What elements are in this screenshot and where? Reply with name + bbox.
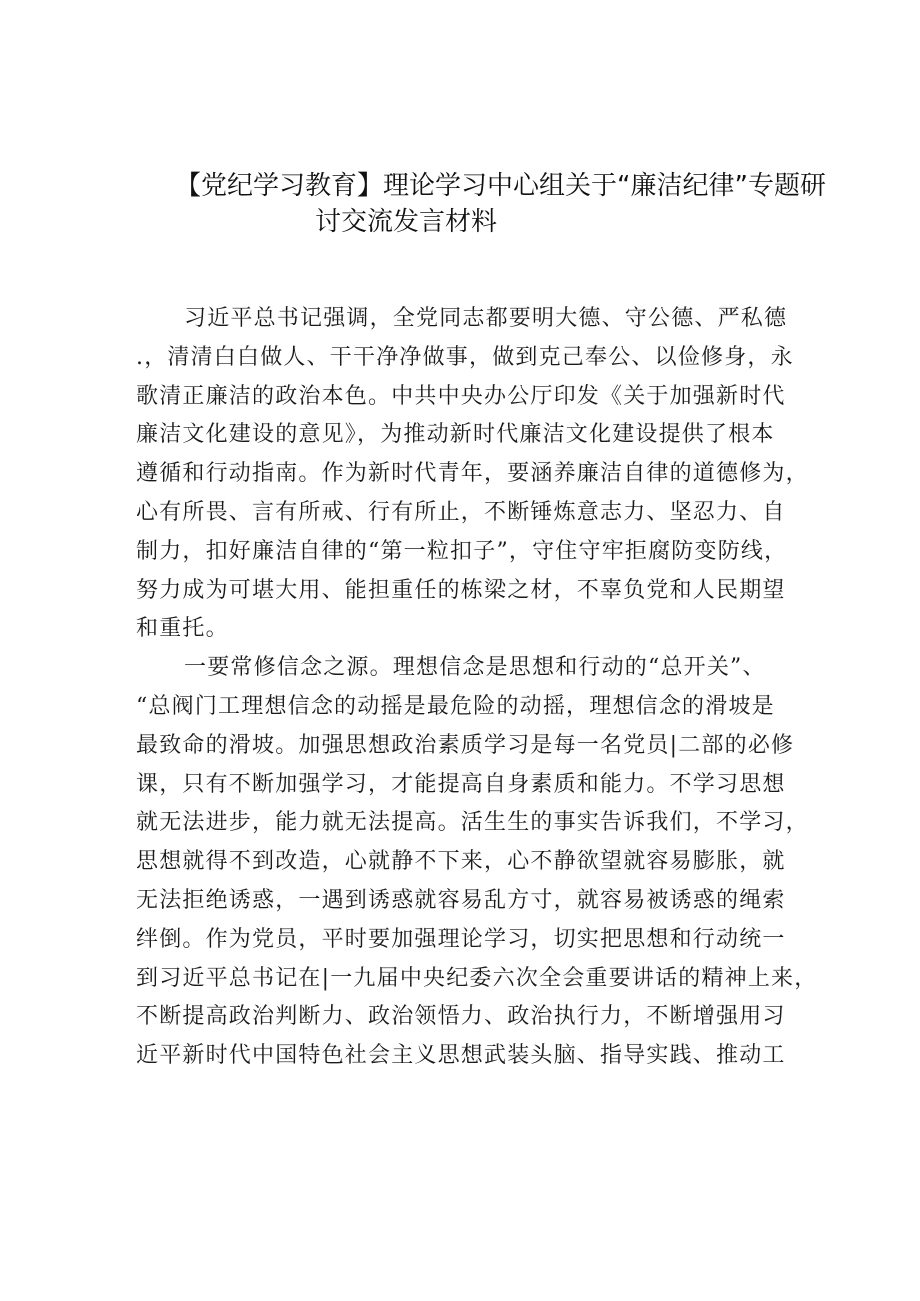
text-line: 近平新时代中国特色社会主义思想武装头脑、指导实践、推动工	[136, 1043, 786, 1069]
text-line: 一要常修信念之源。理想信念是思想和行动的“总开关”、	[184, 655, 766, 681]
text-line: 到习近平总书记在|一九届中央纪委六次全会重要讲话的精神上来，	[136, 965, 818, 991]
paragraph	[136, 300, 809, 649]
text-line: 歌清正廉洁的政治本色。中共中央办公厅印发《关于加强新时代	[136, 383, 786, 409]
text-line: 无法拒绝诱惑，一遇到诱惑就容易乱方寸，就容易被诱惑的绳索	[136, 887, 786, 913]
text-line: 遵循和行动指南。作为新时代青年，要涵养廉洁自律的道德修为，	[136, 461, 809, 487]
text-line: 不断提高政治判断力、政治领悟力、政治执行力，不断增强用习	[136, 1004, 786, 1030]
text-line: 思想就得不到改造，心就静不下来，心不静欲望就容易膨胀，就	[136, 849, 786, 875]
paragraph	[136, 649, 818, 1076]
text-line: “总阀门工理想信念的动摇是最危险的动摇，理想信念的滑坡是	[136, 693, 775, 719]
text-line: 绊倒。作为党员，平时要加强理论学习，切实把思想和行动统一	[136, 926, 786, 952]
text-line: 和重托。	[136, 616, 229, 642]
text-line: 就无法进步，能力就无法提高。活生生的事实告诉我们，不学习，	[136, 810, 809, 836]
title-line: 讨交流发言材料	[315, 207, 498, 237]
text-line: 廉洁文化建设的意见》，为推动新时代廉洁文化建设提供了根本	[136, 422, 775, 448]
text-line: .，清清白白做人、干干净净做事，做到克己奉公、以俭修身，永	[136, 344, 794, 370]
document-body	[136, 300, 818, 1076]
document-title	[175, 168, 826, 240]
text-line: 最致命的滑坡。加强思想政治素质学习是每一名党员|二部的必修	[136, 732, 795, 758]
title-line: 【党纪学习教育】理论学习中心组关于“廉洁纪律”专题研	[175, 171, 826, 201]
text-line: 心有所畏、言有所戒、行有所止，不断锤炼意志力、坚忍力、自	[136, 499, 786, 525]
text-line: 课，只有不断加强学习，才能提高自身素质和能力。不学习思想	[136, 771, 786, 797]
text-line: 制力，扣好廉洁自律的“第一粒扣子”，守住守牢拒腐防变防线，	[136, 538, 788, 564]
text-line: 努力成为可堪大用、能担重任的栋梁之材，不辜负党和人民期望	[136, 577, 786, 603]
text-line: 习近平总书记强调，全党同志都要明大德、守公德、严私德	[184, 306, 788, 331]
